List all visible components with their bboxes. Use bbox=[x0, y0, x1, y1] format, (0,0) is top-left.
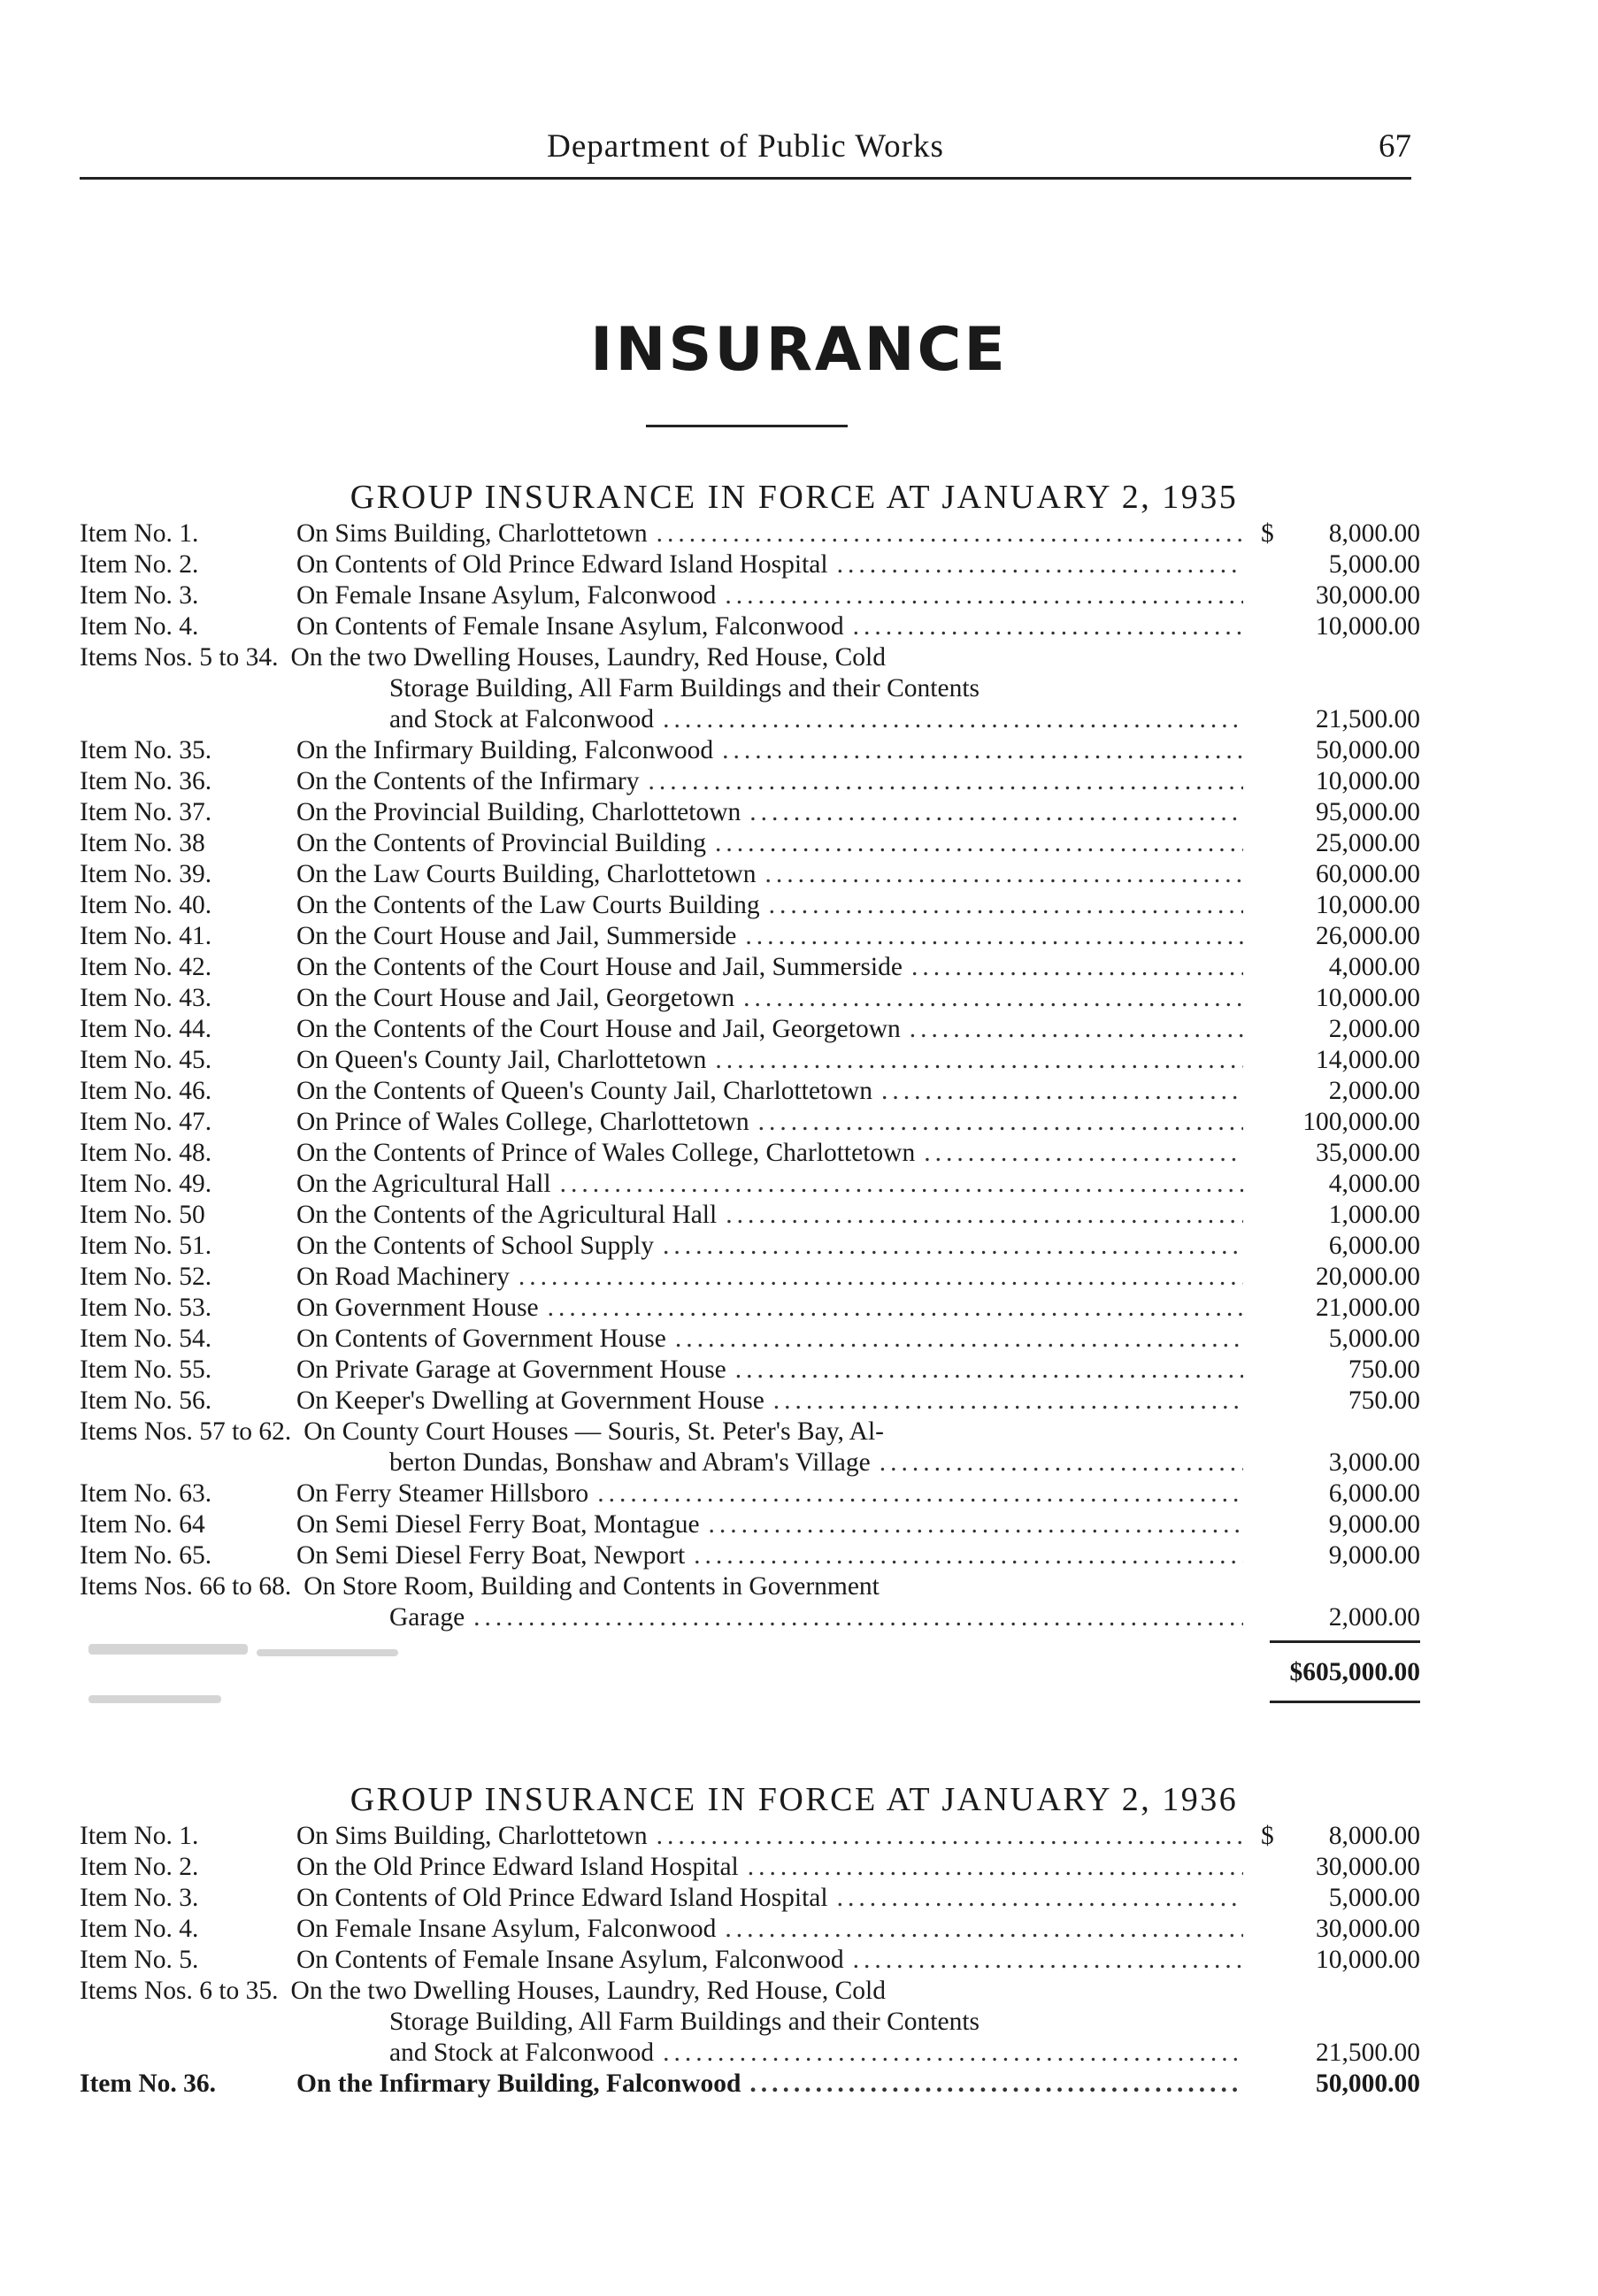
description-cell bbox=[296, 890, 1243, 921]
table-row bbox=[80, 2007, 1420, 2038]
item-description: Storage Building, All Farm Buildings and their Contents bbox=[389, 674, 980, 703]
table-row bbox=[80, 1945, 1420, 1976]
item-number: Item No. 48. bbox=[80, 1139, 212, 1167]
item-number: Item No. 1. bbox=[80, 519, 199, 548]
item-description: On the Court House and Jail, Georgetown bbox=[296, 984, 735, 1012]
dot-leader bbox=[726, 1200, 1243, 1231]
table-row bbox=[80, 1107, 1420, 1138]
item-number: Item No. 63. bbox=[80, 1479, 212, 1508]
item-number: Item No. 37. bbox=[80, 798, 212, 826]
description-cell bbox=[296, 1045, 1243, 1076]
table-row bbox=[80, 797, 1420, 828]
item-number: Item No. 50 bbox=[80, 1201, 205, 1229]
dot-leader bbox=[663, 2038, 1243, 2069]
dot-leader bbox=[548, 1293, 1243, 1324]
item-number: Item No. 36. bbox=[80, 767, 212, 795]
description-cell bbox=[389, 1447, 1243, 1478]
table-row bbox=[80, 1509, 1420, 1540]
insurance-section-1936 bbox=[80, 1778, 1420, 2100]
description-cell bbox=[303, 1417, 1243, 1447]
dot-leader bbox=[715, 828, 1243, 859]
dot-leader bbox=[769, 890, 1243, 921]
item-amount: 50,000.00 bbox=[1316, 2069, 1420, 2098]
table-row bbox=[80, 642, 1420, 673]
item-description: On Contents of Female Insane Asylum, Falconwood bbox=[296, 612, 844, 641]
print-smudge bbox=[88, 1644, 248, 1655]
item-description: berton Dundas, Bonshaw and Abram's Village bbox=[389, 1448, 871, 1477]
description-cell bbox=[291, 1976, 1243, 2007]
description-cell bbox=[296, 1107, 1243, 1138]
item-number: Item No. 39. bbox=[80, 860, 212, 888]
dot-leader bbox=[764, 859, 1243, 890]
description-cell bbox=[296, 1821, 1243, 1852]
item-description: On Road Machinery bbox=[296, 1263, 510, 1291]
item-amount: 95,000.00 bbox=[1316, 798, 1420, 826]
description-cell bbox=[296, 1852, 1243, 1883]
item-description: On Sims Building, Charlottetown bbox=[296, 519, 648, 548]
item-amount: 5,000.00 bbox=[1328, 1325, 1420, 1353]
item-amount: 2,000.00 bbox=[1328, 1077, 1420, 1105]
item-number: Items Nos. 66 to 68. bbox=[80, 1572, 292, 1601]
item-number: Item No. 54. bbox=[80, 1325, 212, 1353]
description-cell bbox=[296, 1138, 1243, 1169]
dot-leader bbox=[725, 580, 1243, 611]
table-row bbox=[80, 1478, 1420, 1509]
item-description: On the Contents of the Agricultural Hall bbox=[296, 1201, 718, 1229]
total-amount: $605,000.00 bbox=[1289, 1658, 1420, 1686]
table-row bbox=[80, 983, 1420, 1014]
dot-leader bbox=[853, 1945, 1243, 1976]
item-amount: 4,000.00 bbox=[1328, 1170, 1420, 1198]
running-title: Department of Public Works bbox=[547, 128, 944, 165]
item-description: On Contents of Government House bbox=[296, 1325, 666, 1353]
item-number: Item No. 65. bbox=[80, 1541, 212, 1570]
item-amount: 25,000.00 bbox=[1316, 829, 1420, 857]
item-description: On Contents of Old Prince Edward Island Hospital bbox=[296, 1884, 828, 1912]
item-number: Items Nos. 5 to 34. bbox=[80, 643, 279, 672]
item-amount: 60,000.00 bbox=[1316, 860, 1420, 888]
item-description: On the two Dwelling Houses, Laundry, Red House, Cold bbox=[290, 643, 886, 672]
item-amount: 21,500.00 bbox=[1316, 705, 1420, 733]
dot-leader bbox=[837, 549, 1243, 580]
description-cell bbox=[296, 983, 1243, 1014]
item-amount: 10,000.00 bbox=[1316, 612, 1420, 641]
dot-leader bbox=[657, 1821, 1243, 1852]
item-number: Item No. 38 bbox=[80, 829, 205, 857]
dot-leader bbox=[881, 1076, 1243, 1107]
total-rule-bottom bbox=[1270, 1701, 1420, 1703]
table-row bbox=[80, 1231, 1420, 1262]
item-description: On Keeper's Dwelling at Government House bbox=[296, 1386, 764, 1415]
item-number: Item No. 47. bbox=[80, 1108, 212, 1136]
table-row bbox=[80, 1200, 1420, 1231]
page-title: INSURANCE bbox=[590, 315, 1008, 385]
description-cell bbox=[296, 1200, 1243, 1231]
description-cell bbox=[296, 1883, 1243, 1914]
table-row bbox=[80, 1045, 1420, 1076]
item-amount: 21,000.00 bbox=[1316, 1294, 1420, 1322]
description-cell bbox=[296, 921, 1243, 952]
table-row bbox=[80, 1571, 1420, 1602]
item-description: On the Contents of the Court House and Jail, Georgetown bbox=[296, 1015, 901, 1043]
table-row bbox=[80, 518, 1420, 549]
item-number: Item No. 43. bbox=[80, 984, 212, 1012]
description-cell bbox=[389, 2038, 1243, 2069]
description-cell bbox=[296, 1386, 1243, 1417]
item-amount: 5,000.00 bbox=[1328, 550, 1420, 579]
description-cell bbox=[296, 611, 1243, 642]
item-amount: 10,000.00 bbox=[1316, 1946, 1420, 1974]
item-number: Item No. 2. bbox=[80, 550, 199, 579]
item-amount: 14,000.00 bbox=[1316, 1046, 1420, 1074]
page-number: 67 bbox=[1379, 128, 1411, 165]
description-cell bbox=[296, 859, 1243, 890]
print-smudge bbox=[257, 1649, 398, 1656]
item-number: Item No. 4. bbox=[80, 1915, 199, 1943]
print-smudge bbox=[88, 1695, 221, 1703]
item-amount: 10,000.00 bbox=[1316, 891, 1420, 919]
item-amount: 2,000.00 bbox=[1328, 1015, 1420, 1043]
dot-leader bbox=[880, 1447, 1243, 1478]
table-row bbox=[80, 1076, 1420, 1107]
table-row bbox=[80, 1324, 1420, 1355]
dot-leader bbox=[911, 952, 1243, 983]
table-row bbox=[80, 673, 1420, 704]
item-amount: 30,000.00 bbox=[1316, 581, 1420, 610]
item-amount: 4,000.00 bbox=[1328, 953, 1420, 981]
item-number: Item No. 49. bbox=[80, 1170, 212, 1198]
table-row bbox=[80, 611, 1420, 642]
description-cell bbox=[296, 549, 1243, 580]
item-description: On Sims Building, Charlottetown bbox=[296, 1822, 648, 1850]
description-cell bbox=[296, 1914, 1243, 1945]
table-row bbox=[80, 2069, 1420, 2100]
running-header bbox=[80, 124, 1411, 180]
description-cell bbox=[389, 704, 1243, 735]
item-description: On County Court Houses — Souris, St. Peter's Bay, Al- bbox=[303, 1417, 884, 1446]
item-description: On the Contents of Provincial Building bbox=[296, 829, 706, 857]
item-number: Item No. 64 bbox=[80, 1510, 205, 1539]
dot-leader bbox=[597, 1478, 1243, 1509]
dot-leader bbox=[560, 1169, 1243, 1200]
item-description: On Queen's County Jail, Charlottetown bbox=[296, 1046, 707, 1074]
description-cell bbox=[296, 1293, 1243, 1324]
description-cell bbox=[296, 828, 1243, 859]
item-amount: 9,000.00 bbox=[1328, 1541, 1420, 1570]
item-description: On Prince of Wales College, Charlottetown bbox=[296, 1108, 749, 1136]
table-row bbox=[80, 1014, 1420, 1045]
item-description: On the Contents of the Infirmary bbox=[296, 767, 640, 795]
item-amount: 30,000.00 bbox=[1316, 1915, 1420, 1943]
item-amount: 750.00 bbox=[1348, 1355, 1420, 1384]
item-number: Item No. 55. bbox=[80, 1355, 212, 1384]
dot-leader bbox=[709, 1509, 1243, 1540]
item-description: On Female Insane Asylum, Falconwood bbox=[296, 1915, 717, 1943]
description-cell bbox=[296, 1540, 1243, 1571]
item-description: On Government House bbox=[296, 1294, 539, 1322]
description-cell bbox=[296, 735, 1243, 766]
description-cell bbox=[296, 1076, 1243, 1107]
item-number: Item No. 42. bbox=[80, 953, 212, 981]
table-row bbox=[80, 1417, 1420, 1447]
section-heading: GROUP INSURANCE IN FORCE AT JANUARY 2, 1935 bbox=[350, 479, 1239, 516]
item-amount: 35,000.00 bbox=[1316, 1139, 1420, 1167]
item-description: Garage bbox=[389, 1603, 465, 1632]
insurance-item-list bbox=[80, 518, 1420, 1633]
item-number: Item No. 36. bbox=[80, 2069, 217, 2098]
table-row bbox=[80, 1138, 1420, 1169]
table-row bbox=[80, 735, 1420, 766]
dot-leader bbox=[694, 1540, 1243, 1571]
item-number: Item No. 2. bbox=[80, 1853, 199, 1881]
item-description: On the Contents of the Court House and Jail, Summerside bbox=[296, 953, 903, 981]
item-amount: 8,000.00 bbox=[1328, 1822, 1420, 1850]
item-amount: 6,000.00 bbox=[1328, 1232, 1420, 1260]
dot-leader bbox=[748, 1852, 1243, 1883]
table-row bbox=[80, 1821, 1420, 1852]
table-row bbox=[80, 1852, 1420, 1883]
table-row bbox=[80, 549, 1420, 580]
item-description: On Semi Diesel Ferry Boat, Montague bbox=[296, 1510, 700, 1539]
dot-leader bbox=[773, 1386, 1243, 1417]
item-amount: 10,000.00 bbox=[1316, 984, 1420, 1012]
dot-leader bbox=[910, 1014, 1243, 1045]
description-cell bbox=[389, 2007, 1243, 2038]
item-description: and Stock at Falconwood bbox=[389, 705, 655, 733]
item-description: On Store Room, Building and Contents in Government bbox=[303, 1572, 880, 1601]
table-row bbox=[80, 1914, 1420, 1945]
dot-leader bbox=[649, 766, 1243, 797]
table-row bbox=[80, 1386, 1420, 1417]
description-cell bbox=[296, 1262, 1243, 1293]
item-description: On the Infirmary Building, Falconwood bbox=[296, 736, 714, 764]
table-row bbox=[80, 704, 1420, 735]
table-row bbox=[80, 1976, 1420, 2007]
description-cell bbox=[389, 673, 1243, 704]
currency-symbol: $ bbox=[1261, 519, 1274, 548]
item-number: Item No. 46. bbox=[80, 1077, 212, 1105]
item-number: Items Nos. 57 to 62. bbox=[80, 1417, 292, 1446]
table-row bbox=[80, 2038, 1420, 2069]
item-description: On Contents of Old Prince Edward Island Hospital bbox=[296, 550, 828, 579]
item-number: Item No. 52. bbox=[80, 1263, 212, 1291]
item-number: Item No. 40. bbox=[80, 891, 212, 919]
item-description: On Semi Diesel Ferry Boat, Newport bbox=[296, 1541, 686, 1570]
item-amount: 3,000.00 bbox=[1328, 1448, 1420, 1477]
dot-leader bbox=[519, 1262, 1243, 1293]
item-description: On Private Garage at Government House bbox=[296, 1355, 726, 1384]
item-description: On the Contents of School Supply bbox=[296, 1232, 654, 1260]
item-number: Item No. 35. bbox=[80, 736, 212, 764]
item-number: Item No. 44. bbox=[80, 1015, 212, 1043]
item-amount: 10,000.00 bbox=[1316, 767, 1420, 795]
item-amount: 26,000.00 bbox=[1316, 922, 1420, 950]
table-row bbox=[80, 890, 1420, 921]
table-row bbox=[80, 1355, 1420, 1386]
item-number: Item No. 3. bbox=[80, 581, 199, 610]
item-description: On the two Dwelling Houses, Laundry, Red House, Cold bbox=[290, 1977, 886, 2005]
dot-leader bbox=[749, 2069, 1243, 2100]
description-cell bbox=[296, 1478, 1243, 1509]
dot-leader bbox=[749, 797, 1243, 828]
dot-leader bbox=[853, 611, 1243, 642]
item-number: Item No. 3. bbox=[80, 1884, 199, 1912]
table-row bbox=[80, 1169, 1420, 1200]
item-description: On Ferry Steamer Hillsboro bbox=[296, 1479, 589, 1508]
item-description: On the Contents of the Law Courts Building bbox=[296, 891, 760, 919]
table-row bbox=[80, 1293, 1420, 1324]
dot-leader bbox=[663, 704, 1243, 735]
item-description: On the Law Courts Building, Charlottetown bbox=[296, 860, 757, 888]
item-description: On the Court House and Jail, Summerside bbox=[296, 922, 737, 950]
description-cell bbox=[296, 766, 1243, 797]
title-divider bbox=[646, 425, 848, 427]
description-cell bbox=[296, 1014, 1243, 1045]
description-cell bbox=[303, 1571, 1243, 1602]
item-description: On the Old Prince Edward Island Hospital bbox=[296, 1853, 739, 1881]
description-cell bbox=[296, 1945, 1243, 1976]
item-amount: 100,000.00 bbox=[1302, 1108, 1420, 1136]
item-amount: 1,000.00 bbox=[1328, 1201, 1420, 1229]
description-cell bbox=[296, 2069, 1243, 2100]
table-row bbox=[80, 921, 1420, 952]
dot-leader bbox=[924, 1138, 1243, 1169]
section-heading: GROUP INSURANCE IN FORCE AT JANUARY 2, 1936 bbox=[350, 1781, 1239, 1818]
item-amount: 6,000.00 bbox=[1328, 1479, 1420, 1508]
dot-leader bbox=[745, 921, 1243, 952]
table-row bbox=[80, 1540, 1420, 1571]
table-row bbox=[80, 952, 1420, 983]
insurance-section-1935 bbox=[80, 476, 1420, 1711]
item-number: Item No. 4. bbox=[80, 612, 199, 641]
item-description: On the Infirmary Building, Falconwood bbox=[296, 2069, 741, 2098]
dot-leader bbox=[725, 1914, 1243, 1945]
item-amount: 20,000.00 bbox=[1316, 1263, 1420, 1291]
item-amount: 50,000.00 bbox=[1316, 736, 1420, 764]
item-description: On Female Insane Asylum, Falconwood bbox=[296, 581, 717, 610]
table-row bbox=[80, 1262, 1420, 1293]
table-row bbox=[80, 1447, 1420, 1478]
total-rule-top bbox=[1270, 1640, 1420, 1643]
description-cell bbox=[296, 1169, 1243, 1200]
item-description: On the Contents of Prince of Wales College, Charlottetown bbox=[296, 1139, 916, 1167]
item-description: On the Provincial Building, Charlottetown bbox=[296, 798, 741, 826]
table-row bbox=[80, 828, 1420, 859]
dot-leader bbox=[758, 1107, 1243, 1138]
description-cell bbox=[296, 1324, 1243, 1355]
table-row bbox=[80, 766, 1420, 797]
description-cell bbox=[291, 642, 1243, 673]
dot-leader bbox=[663, 1231, 1243, 1262]
dot-leader bbox=[735, 1355, 1243, 1386]
item-number: Item No. 56. bbox=[80, 1386, 212, 1415]
total-block bbox=[80, 1633, 1420, 1711]
item-number: Items Nos. 6 to 35. bbox=[80, 1977, 279, 2005]
item-number: Item No. 51. bbox=[80, 1232, 212, 1260]
description-cell bbox=[296, 1231, 1243, 1262]
item-description: On the Agricultural Hall bbox=[296, 1170, 551, 1198]
dot-leader bbox=[675, 1324, 1243, 1355]
dot-leader bbox=[657, 518, 1243, 549]
description-cell bbox=[296, 952, 1243, 983]
description-cell bbox=[296, 797, 1243, 828]
description-cell bbox=[296, 1509, 1243, 1540]
item-number: Item No. 41. bbox=[80, 922, 212, 950]
currency-symbol: $ bbox=[1261, 1822, 1274, 1850]
item-amount: 9,000.00 bbox=[1328, 1510, 1420, 1539]
dot-leader bbox=[473, 1602, 1243, 1633]
item-description: Storage Building, All Farm Buildings and their Contents bbox=[389, 2008, 980, 2036]
description-cell bbox=[296, 580, 1243, 611]
item-description: On Contents of Female Insane Asylum, Falconwood bbox=[296, 1946, 844, 1974]
description-cell bbox=[389, 1602, 1243, 1633]
description-cell bbox=[296, 518, 1243, 549]
item-description: On the Contents of Queen's County Jail, Charlottetown bbox=[296, 1077, 872, 1105]
item-amount: 30,000.00 bbox=[1316, 1853, 1420, 1881]
item-amount: 2,000.00 bbox=[1328, 1603, 1420, 1632]
table-row bbox=[80, 1883, 1420, 1914]
description-cell bbox=[296, 1355, 1243, 1386]
item-number: Item No. 1. bbox=[80, 1822, 199, 1850]
dot-leader bbox=[743, 983, 1243, 1014]
insurance-item-list bbox=[80, 1821, 1420, 2100]
dot-leader bbox=[837, 1883, 1243, 1914]
table-row bbox=[80, 859, 1420, 890]
dot-leader bbox=[715, 1045, 1243, 1076]
item-amount: 750.00 bbox=[1348, 1386, 1420, 1415]
item-number: Item No. 45. bbox=[80, 1046, 212, 1074]
table-row bbox=[80, 580, 1420, 611]
dot-leader bbox=[722, 735, 1243, 766]
item-number: Item No. 53. bbox=[80, 1294, 212, 1322]
item-amount: 5,000.00 bbox=[1328, 1884, 1420, 1912]
item-description: and Stock at Falconwood bbox=[389, 2039, 655, 2067]
item-number: Item No. 5. bbox=[80, 1946, 199, 1974]
table-row bbox=[80, 1602, 1420, 1633]
item-amount: 8,000.00 bbox=[1328, 519, 1420, 548]
item-amount: 21,500.00 bbox=[1316, 2039, 1420, 2067]
